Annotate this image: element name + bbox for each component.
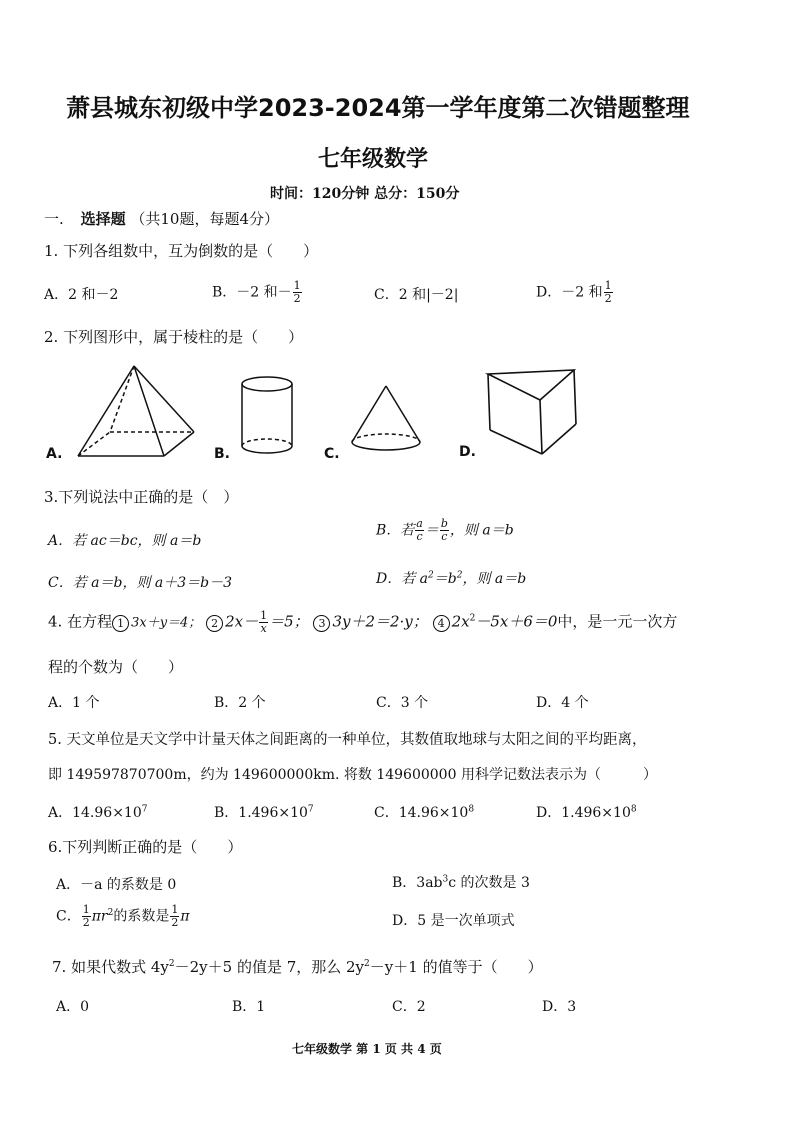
q4-option-c: C．3 个 [376, 695, 429, 711]
q3-option-d: D．若 $a^2=b^2$，则 a＝b [376, 570, 527, 587]
q2-option-a-label: A. [46, 446, 63, 462]
q1-stem: 1. 下列各组数中，互为倒数的是（ ） [44, 242, 319, 260]
q1-option-b-text: B．－2 和－ [212, 284, 292, 301]
page-title: 萧县城东初级中学2023-2024第一学年度第二次错题整理 [66, 94, 690, 122]
q1-option-d [536, 280, 614, 305]
q6-option-c: C． $\frac{1}{2}$ $\pi r^2$的系数是 $\frac{1}{2}$ π [56, 903, 190, 929]
fraction: $\frac{1}{2}$ [82, 903, 90, 929]
q3-stem: 3.下列说法中正确的是（ ） [44, 488, 239, 506]
equals-sign: ＝ [424, 522, 439, 539]
fraction: $\frac{a}{c}$ [416, 517, 423, 543]
q3-option-b-conclusion: ，则 a＝b [449, 522, 514, 539]
q2-option-c-label: C. [324, 446, 340, 462]
fraction: $\frac{1}{2}$ [604, 279, 612, 305]
section-title: 选择题 [80, 210, 126, 228]
section-heading [44, 208, 279, 229]
exam-meta: 时间：120分钟 总分：150分 [270, 186, 460, 202]
circled-number: 3 [313, 615, 330, 632]
q2-stem: 2. 下列图形中，属于棱柱的是（ ） [44, 328, 304, 346]
q2-option-b-label: B. [214, 446, 230, 462]
q4-stem-line2: 程的个数为（ ） [48, 658, 184, 676]
q7-option-a: A．0 [56, 999, 90, 1015]
q1-option-d-text: D．－2 和 [536, 284, 603, 301]
q5-option-a: A．$14.96\times 10^7$ [48, 804, 148, 821]
fraction: $\frac{1}{x}$ [260, 609, 268, 635]
q3-option-b [376, 518, 514, 543]
fraction: $\frac{1}{2}$ [171, 903, 179, 929]
page-footer: 七年级数学 第 1 页 共 4 页 [292, 1042, 442, 1056]
triangular-prism-figure [484, 366, 582, 458]
q5-option-d: D．$1.496\times 10^8$ [536, 804, 637, 821]
q6-option-a: A．－a 的系数是 0 [56, 877, 177, 893]
section-note: （共10题，每题4分） [130, 210, 279, 228]
q5-stem-line1: 5. 天文单位是天文学中计量天体之间距离的一种单位，其数值取地球与太阳之间的平均距离， [48, 732, 647, 748]
circled-number: 1 [112, 615, 129, 632]
q1-option-a: A．2 和－2 [44, 287, 119, 303]
q7-stem: 7. 如果代数式 $4y^2-2y+5$ 的值是 7，那么 $2y^2-y+1$ 的值等于（ ） [52, 958, 543, 976]
q3-option-b-text: B．若 [376, 522, 415, 539]
q3-option-a: A．若 ac＝bc，则 a＝b [48, 533, 202, 549]
q7-option-c: C．2 [392, 999, 426, 1015]
q7-option-d: D．3 [542, 999, 577, 1015]
fraction: $\frac{1}{2}$ [293, 279, 301, 305]
page-subtitle: 七年级数学 [318, 147, 429, 172]
cone-figure [348, 382, 424, 458]
q3-option-c: C．若 a＝b，则 a＋3＝b－3 [48, 575, 233, 591]
q1-option-b [212, 280, 303, 305]
q7-option-b: B．1 [232, 999, 266, 1015]
q4-stem: 4. 在方程 1 3x＋y＝4； 2 2x－ $\frac{1}{x}$ ＝5； 3 3y＋2＝2·y； 4 $2x^2-5x+6=0$中，是一元一次方 [48, 609, 678, 635]
pyramid-figure [74, 362, 198, 462]
q6-option-b: B．$3ab^3c$ 的次数是 3 [392, 874, 530, 891]
q4-option-d: D．4 个 [536, 695, 589, 711]
q4-option-b: B．2 个 [214, 695, 266, 711]
q5-option-b: B．$1.496\times 10^7$ [214, 804, 314, 821]
q6-option-d: D．5 是一次单项式 [392, 913, 515, 929]
cylinder-figure [238, 374, 296, 458]
circled-number: 2 [206, 615, 223, 632]
q5-stem-line2: 即 149597870700m，约为 149600000km. 将数 149600000 用科学记数法表示为（ ） [48, 767, 657, 783]
fraction: $\frac{b}{c}$ [440, 517, 448, 543]
q5-option-c: C．$14.96\times 10^8$ [374, 804, 475, 821]
section-number: 一. [44, 210, 64, 228]
q1-option-c: C．2 和|－2| [374, 287, 459, 303]
q2-option-d-label: D. [459, 444, 476, 460]
circled-number: 4 [433, 615, 450, 632]
q6-stem: 6.下列判断正确的是（ ） [48, 838, 243, 856]
q4-option-a: A．1 个 [48, 695, 100, 711]
